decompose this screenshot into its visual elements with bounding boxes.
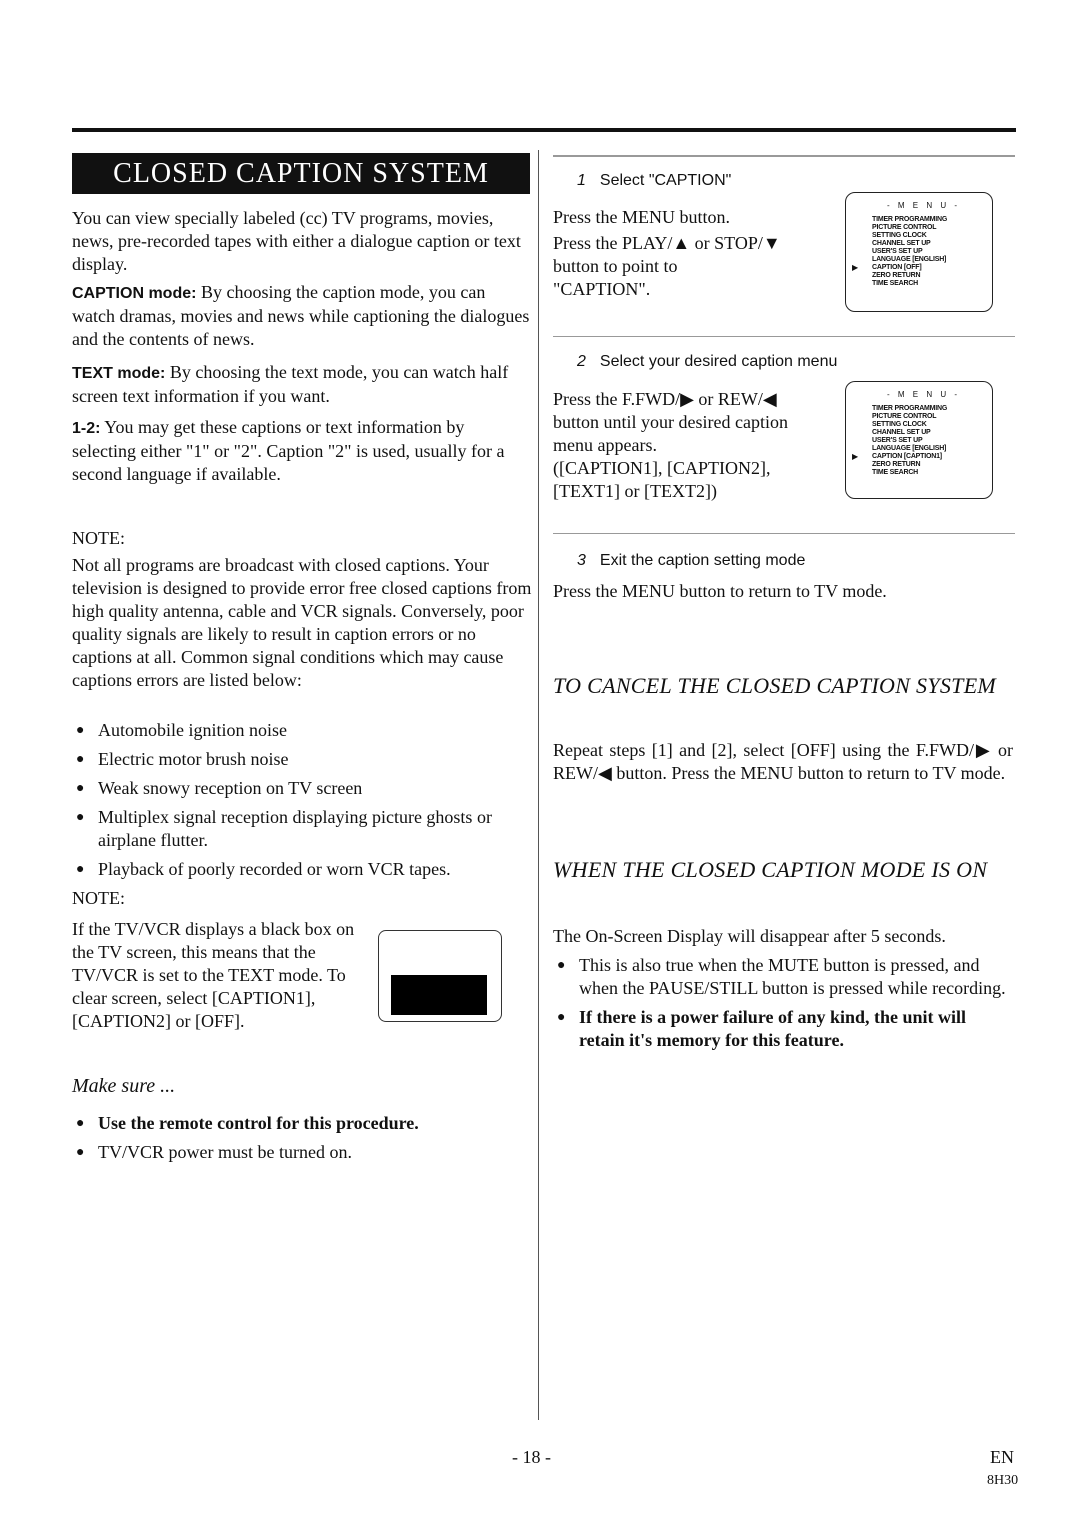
step3-instructions: Press the MENU button to return to TV mode. — [553, 581, 887, 601]
language-code: EN — [990, 1447, 1014, 1467]
list-item: ● This is also true when the MUTE button is pressed, and when the PAUSE/STILL button is pressed while recording. — [557, 955, 1006, 998]
step3-heading: 3 Exit the caption setting mode — [577, 552, 806, 569]
when-on-heading: WHEN THE CLOSED CAPTION MODE IS ON — [553, 857, 988, 882]
when-on-paragraph: The On-Screen Display will disappear after 5 seconds. — [553, 926, 946, 946]
step1-instructions: Press the MENU button. Press the PLAY/▲ or STOP/▼ button to point to "CAPTION". — [553, 207, 781, 299]
list-item: ● Use the remote control for this procedure. — [76, 1113, 419, 1133]
list-item: ● Multiplex signal reception displaying picture ghosts or airplane flutter. — [76, 807, 492, 850]
page-number: - 18 - — [512, 1447, 551, 1467]
cancel-heading: TO CANCEL THE CLOSED CAPTION SYSTEM — [553, 673, 997, 698]
list-item: ● Weak snowy reception on TV screen — [76, 778, 363, 798]
page-title: CLOSED CAPTION SYSTEM — [72, 153, 530, 194]
step2-heading: 2 Select your desired caption menu — [577, 353, 838, 370]
note-heading-2: NOTE: — [72, 888, 125, 908]
intro-paragraph: You can view specially labeled (cc) TV programs, movies, news, pre-recorded tapes with either a dialogue caption or text display. — [72, 208, 521, 274]
note-paragraph: Not all programs are broadcast with closed captions. Your television is designed to provide error free closed captions from high quality antenna, cable and VCR signals. Conversely, poor quality signals are likely to result in caption errors or no captions at all. Common signal conditions which may cause captions errors are listed below: — [72, 555, 532, 690]
list-item: ● Automobile ignition noise — [76, 720, 287, 740]
menu-pointer-icon: ▶ — [852, 263, 858, 272]
text-mode-label: TEXT mode: — [72, 365, 166, 382]
menu-screen-2: - M E N U - TIMER PROGRAMMING PICTURE CONTROL SETTING CLOCK CHANNEL SET UP USER'S SET UP LANGUAGE [ENGLISH] ▶ CAPTION [CAPTION1] ZERO RETURN TIME SEARCH — [845, 381, 993, 499]
step2-instructions: Press the F.FWD/▶ or REW/◀ button until your desired caption menu appears. ([CAPTION1], [CAPTION2], [TEXT1] or [TEXT2]) — [553, 389, 788, 501]
signal-conditions-list — [72, 719, 532, 881]
caption-12-paragraph — [72, 416, 532, 486]
when-on-list — [553, 954, 1015, 1052]
column-divider — [538, 150, 539, 1420]
caption-mode-paragraph — [72, 281, 532, 351]
caption-mode-text: By choosing the caption mode, you can watch dramas, movies and news while captioning the dialogues and the contents of news. — [72, 282, 530, 349]
black-box — [391, 975, 487, 1015]
model-code: 8H30 — [987, 1473, 1019, 1488]
caption-12-text: You may get these captions or text information by selecting either "1" or "2". Caption "2" is used, usually for a second language if available. — [72, 417, 505, 484]
step-divider — [553, 336, 1015, 337]
list-item: ● Playback of poorly recorded or worn VCR tapes. — [76, 859, 451, 879]
caption-12-label: 1-2: — [72, 420, 101, 437]
step1-heading: 1 Select "CAPTION" — [577, 172, 732, 189]
caption-mode-label: CAPTION mode: — [72, 285, 197, 302]
make-sure-list — [72, 1112, 532, 1164]
step-divider — [553, 155, 1015, 157]
black-box-note: If the TV/VCR displays a black box on the TV screen, this means that the TV/VCR is set to the TEXT mode. To clear screen, select [CAPTION1], [CAPTION2] or [OFF]. — [72, 919, 355, 1031]
list-item: ● If there is a power failure of any kind, the unit will retain it's memory for this feature. — [557, 1007, 967, 1050]
cancel-paragraph: Repeat steps [1] and [2], select [OFF] using the F.FWD/▶ or REW/◀ button. Press the MENU button to return to TV mode. — [553, 740, 1013, 783]
menu-screen-1: - M E N U - TIMER PROGRAMMING PICTURE CONTROL SETTING CLOCK CHANNEL SET UP USER'S SET UP LANGUAGE [ENGLISH] ▶ CAPTION [OFF] ZERO RETURN TIME SEARCH — [845, 192, 993, 312]
list-item: ● Electric motor brush noise — [76, 749, 289, 769]
make-sure-heading: Make sure ... — [72, 1075, 176, 1097]
step-divider — [553, 533, 1015, 534]
text-mode-text: By choosing the text mode, you can watch half screen text information if you want. — [72, 362, 509, 406]
text-mode-paragraph — [72, 361, 532, 408]
top-rule — [72, 128, 1016, 132]
tv-screen-illustration — [378, 930, 502, 1022]
menu-pointer-icon: ▶ — [852, 452, 858, 461]
list-item: ● TV/VCR power must be turned on. — [76, 1142, 352, 1162]
note-heading: NOTE: — [72, 528, 125, 548]
